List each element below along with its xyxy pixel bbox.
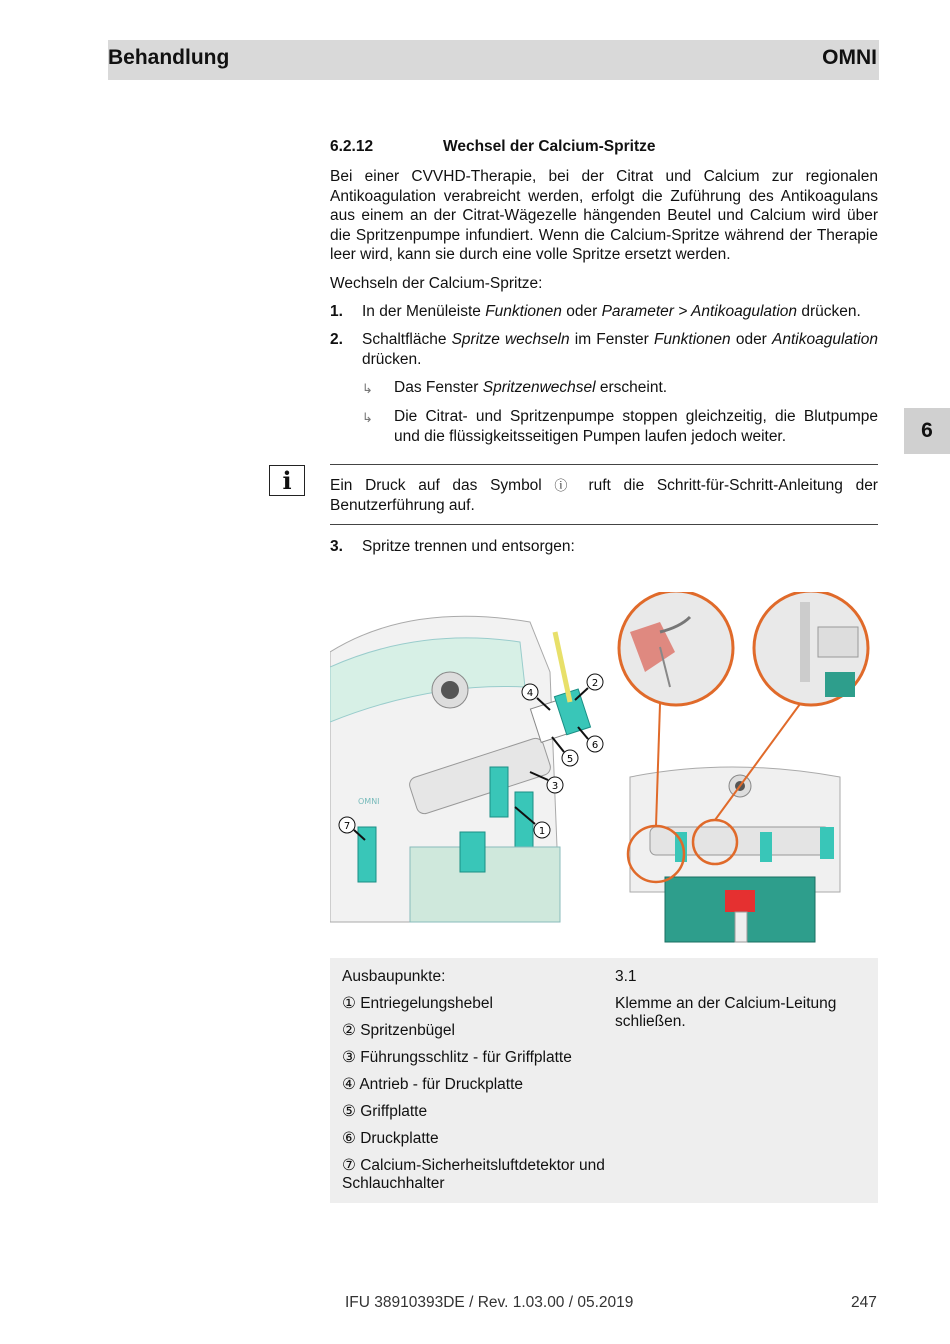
table-header-right: 3.1 xyxy=(615,968,637,985)
removal-points-table xyxy=(330,958,878,1203)
page-header xyxy=(108,40,879,80)
callout-2 xyxy=(575,674,603,700)
footer-page-number: 247 xyxy=(851,1294,877,1311)
list-item: ③ Führungsschlitz - für Griffplatte xyxy=(342,1049,572,1066)
chapter-tab: 6 xyxy=(904,408,950,454)
result-text: Die Citrat- und Spritzenpumpe stoppen gleichzeitig, die Blutpumpe und die flüssigkeitsseitigen Pumpen laufen jedoch weiter. xyxy=(394,408,878,445)
removal-points-column xyxy=(342,968,607,1202)
step-2 xyxy=(330,330,878,369)
main-device-drawing xyxy=(330,616,603,922)
table-header-left: Ausbaupunkte: xyxy=(342,968,446,985)
header-section-title: Behandlung xyxy=(108,46,230,69)
syringe-exchange-illustration xyxy=(330,592,878,947)
svg-text:1: 1 xyxy=(538,826,546,837)
step-text: Spritze trennen und entsorgen: xyxy=(362,538,575,555)
intro-paragraph: Bei einer CVVHD-Therapie, bei der Citrat und Calcium zur regionalen Antikoagulation verabreicht werden, erfolgt die Zuführung des Antikoagulans aus einem an der Citrat-Wägezelle hängenden Beutel und Calcium wird über die Spritzenpumpe infundiert. Wenn die Calcium-Spritze während der Therapie leer wird, kann sie durch eine volle Spritze ersetzt werden. xyxy=(330,168,878,263)
list-item: ⑦ Calcium-Sicherheitsluftdetektor und Schlauchhalter xyxy=(342,1157,605,1192)
section-number: 6.2.12 xyxy=(330,138,374,155)
lead-text: Wechseln der Calcium-Spritze: xyxy=(330,275,543,292)
svg-text:7: 7 xyxy=(343,821,351,832)
result-text: Das Fenster Spritzenwechsel erscheint. xyxy=(394,379,668,396)
substep-text: Klemme an der Calcium-Leitung schließen. xyxy=(615,995,837,1030)
info-rule-top xyxy=(330,464,878,465)
svg-text:5: 5 xyxy=(566,754,574,765)
callout-6 xyxy=(578,727,603,752)
svg-text:3: 3 xyxy=(551,781,559,792)
section-title: Wechsel der Calcium-Spritze xyxy=(443,138,656,155)
step-number: 2. xyxy=(330,331,343,348)
info-icon: i xyxy=(269,465,305,496)
detail-device-drawing xyxy=(619,592,868,942)
info-note: Ein Druck auf das Symbol ⓘ ruft die Schritt-für-Schritt-Anleitung der Benutzerführung auf. xyxy=(330,477,878,514)
step-number: 3. xyxy=(330,538,343,555)
step-3 xyxy=(330,537,878,557)
list-item: ④ Antrieb - für Druckplatte xyxy=(342,1076,524,1093)
list-item: ② Spritzenbügel xyxy=(342,1022,455,1039)
result-2 xyxy=(362,407,878,446)
step-number: 1. xyxy=(330,303,343,320)
result-arrow-icon: ↳ xyxy=(362,381,373,396)
figure-label: OMNI xyxy=(358,797,380,806)
footer-document-id: IFU 38910393DE / Rev. 1.03.00 / 05.2019 xyxy=(345,1294,634,1311)
list-item: ⑥ Druckplatte xyxy=(342,1130,439,1147)
section-heading xyxy=(330,138,655,156)
step-text: Schaltfläche Spritze wechseln im Fenster Funktionen oder Antikoagulation drücken. xyxy=(362,331,878,368)
list-item: ⑤ Griffplatte xyxy=(342,1103,428,1120)
callout-5 xyxy=(552,737,578,766)
svg-text:2: 2 xyxy=(591,678,599,689)
svg-text:4: 4 xyxy=(526,688,534,699)
step-text: In der Menüleiste Funktionen oder Parameter > Antikoagulation drücken. xyxy=(362,303,861,320)
header-product-name: OMNI xyxy=(822,46,877,69)
step-1 xyxy=(330,302,878,322)
result-arrow-icon: ↳ xyxy=(362,410,373,425)
info-rule-bottom xyxy=(330,524,878,525)
result-1 xyxy=(362,378,878,398)
substep-column xyxy=(615,968,860,1040)
svg-text:6: 6 xyxy=(591,740,599,751)
list-item: ① Entriegelungshebel xyxy=(342,995,493,1012)
